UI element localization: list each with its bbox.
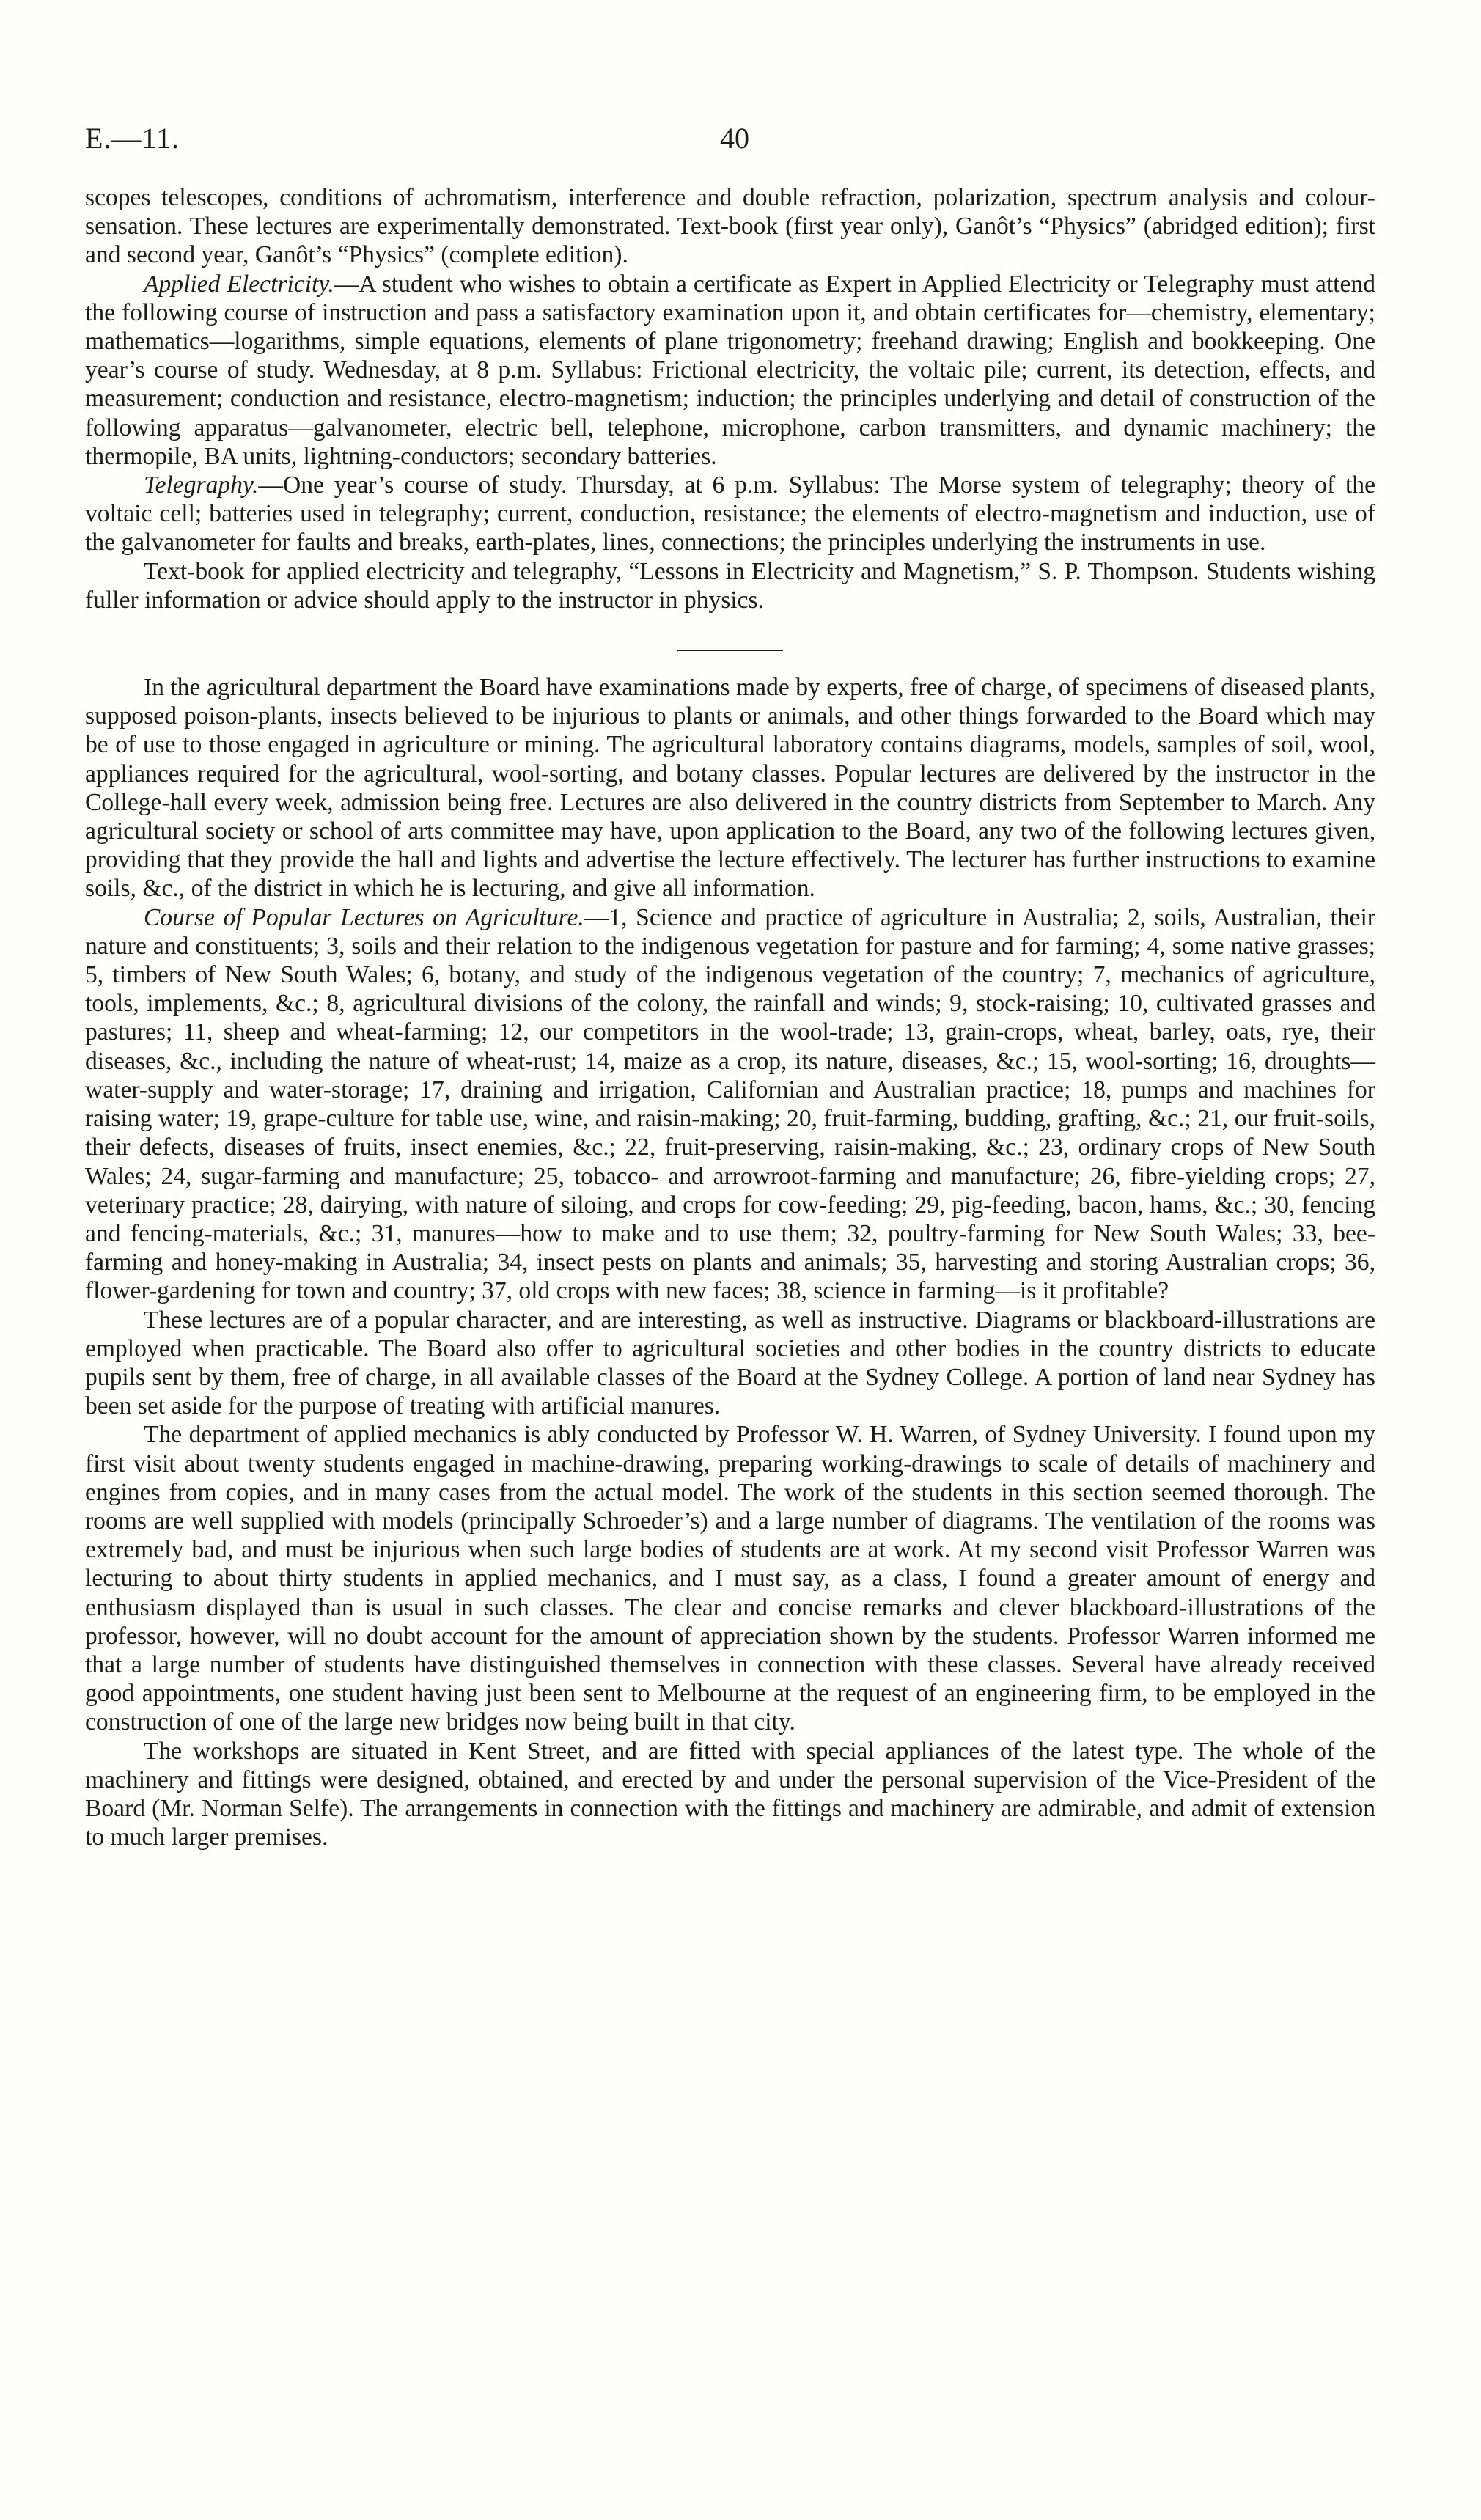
- physics-continuation-paragraph: scopes telescopes, conditions of achromatism, interference and double refraction, polarization, spectrum analysis and colour-sensation. These lectures are experimentally demonstrated. Text-book (first year only), Ganôt’s “Physics” (abridged edition); first and second year, Ganôt’s “Physics” (complete edition).: [85, 184, 1375, 269]
- page-body: [85, 183, 1375, 1851]
- popular-lectures-list: —1, Science and practice of agriculture in Australia; 2, soils, Australian, their nature and constituents; 3, soils and their relation to the indigenous vegetation for pasture and for farming; 4, some native grasses; 5, timbers of New South Wales; 6, botany, and study of the indigenous vegetation of the country; 7, mechanics of agriculture, tools, implements, &c.; 8, agricultural divisions of the colony, the rainfall and winds; 9, stock-raising; 10, cultivated grasses and pastures; 11, sheep and wheat-farming; 12, our competitors in the wool-trade; 13, grain-crops, wheat, barley, oats, rye, their diseases, &c., including the nature of wheat-rust; 14, maize as a crop, its nature, diseases, &c.; 15, wool-sorting; 16, droughts—water-supply and water-storage; 17, draining and irrigation, Californian and Australian practice; 18, pumps and machines for raising water; 19, grape-culture for table use, wine, and raisin-making; 20, fruit-farming, budding, grafting, &c.; 21, our fruit-soils, their defects, diseases of fruits, insect enemies, &c.; 22, fruit-preserving, raisin-making, &c.; 23, ordinary crops of New South Wales; 24, sugar-farming and manufacture; 25, tobacco- and arrowroot-farming and manufacture; 26, fibre-yielding crops; 27, veterinary practice; 28, dairying, with nature of siloing, and crops for cow-feeding; 29, pig-feeding, bacon, hams, &c.; 30, fencing and fencing-materials, &c.; 31, manures—how to make and to use them; 32, poultry-farming for New South Wales; 33, bee-farming and honey-making in Australia; 34, insect pests on plants and animals; 35, harvesting and storing Australian crops; 36, flower-gardening for town and country; 37, old crops with new faces; 38, science in farming—is it profitable?: [85, 903, 1375, 1305]
- page-number: 40: [720, 122, 749, 155]
- applied-electricity-heading: Applied Electricity.: [144, 270, 334, 298]
- page-header: [85, 120, 1396, 157]
- applied-electricity-text: —A student who wishes to obtain a certificate as Expert in Applied Electricity or Telegraphy must attend the following course of instruction and pass a satisfactory examination upon it, and obtain certificates for—chemistry, elementary; mathematics—logarithms, simple equations, elements of plane trigonometry; freehand drawing; English and bookkeeping. One year’s course of study. Wednesday, at 8 p.m. Syllabus: Frictional electricity, the voltaic pile; current, its detection, effects, and measurement; conduction and resistance, electro-magnetism; induction; the principles underlying and detail of construction of the following apparatus—galvanometer, electric bell, telephone, microphone, carbon transmitters, and dynamic machinery; the thermopile, BA units, lightning-conductors; secondary batteries.: [85, 270, 1375, 470]
- section-divider: [677, 650, 783, 651]
- popular-lectures-paragraph: [85, 903, 1375, 1306]
- lectures-character-paragraph: These lectures are of a popular character, and are interesting, as well as instructive. Diagrams or blackboard-illustrations are employed when practicable. The Board also offer to agricultural societies and other bodies in the country districts to educate pupils sent by them, free of charge, in all available classes of the Board at the Sydney College. A portion of land near Sydney has been set aside for the purpose of treating with artificial manures.: [85, 1306, 1375, 1420]
- popular-lectures-heading: Course of Popular Lectures on Agriculture.: [144, 903, 584, 931]
- textbook-paragraph: Text-book for applied electricity and telegraphy, “Lessons in Electricity and Magnetism,” S. P. Thompson. Students wishing fuller information or advice should apply to the instructor in physics.: [85, 557, 1375, 614]
- telegraphy-text: —One year’s course of study. Thursday, at 6 p.m. Syllabus: The Morse system of telegraphy; theory of the voltaic cell; batteries used in telegraphy; current, conduction, resistance; the elements of electro-magnetism and induction, use of the galvanometer for faults and breaks, earth-plates, lines, connections; the principles underlying the instruments in use.: [85, 471, 1375, 556]
- applied-electricity-paragraph: [85, 270, 1375, 471]
- agricultural-department-paragraph: In the agricultural department the Board have examinations made by experts, free of charge, of specimens of diseased plants, supposed poison-plants, insects believed to be injurious to plants or animals, and other things forwarded to the Board which may be of use to those engaged in agriculture or mining. The agricultural laboratory contains diagrams, models, samples of soil, wool, appliances required for the agricultural, wool-sorting, and botany classes. Popular lectures are delivered by the instructor in the College-hall every week, admission being free. Lectures are also delivered in the country districts from September to March. Any agricultural society or school of arts committee may have, upon application to the Board, any two of the following lectures given, providing that they provide the hall and lights and advertise the lecture effectively. The lecturer has further instructions to examine soils, &c., of the district in which he is lecturing, and give all information.: [85, 674, 1375, 903]
- telegraphy-heading: Telegraphy.: [144, 471, 259, 499]
- workshops-paragraph: The workshops are situated in Kent Street, and are fitted with special appliances of the latest type. The whole of the machinery and fittings were designed, obtained, and erected by and under the personal supervision of the Vice-President of the Board (Mr. Norman Selfe). The arrangements in connection with the fittings and machinery are admirable, and admit of extension to much larger premises.: [85, 1737, 1375, 1851]
- document-code: E.—11.: [85, 122, 180, 155]
- applied-mechanics-paragraph: The department of applied mechanics is ably conducted by Professor W. H. Warren, of Sydney University. I found upon my first visit about twenty students engaged in machine-drawing, preparing working-drawings to scale of details of machinery and engines from copies, and in many cases from the actual model. The work of the students in this section seemed thorough. The rooms are well supplied with models (principally Schroeder’s) and a large number of diagrams. The ventilation of the rooms was extremely bad, and must be injurious when such large bodies of students are at work. At my second visit Professor Warren was lecturing to about thirty students in applied mechanics, and I must say, as a class, I found a greater amount of energy and enthusiasm displayed than is usual in such classes. The clear and concise remarks and clever blackboard-illustrations of the professor, however, will no doubt account for the amount of appreciation shown by the students. Professor Warren informed me that a large number of students have distinguished themselves in connection with these classes. Several have already received good appointments, one student having just been sent to Melbourne at the request of an engineering firm, to be employed in the construction of one of the large new bridges now being built in that city.: [85, 1421, 1375, 1736]
- telegraphy-paragraph: [85, 471, 1375, 557]
